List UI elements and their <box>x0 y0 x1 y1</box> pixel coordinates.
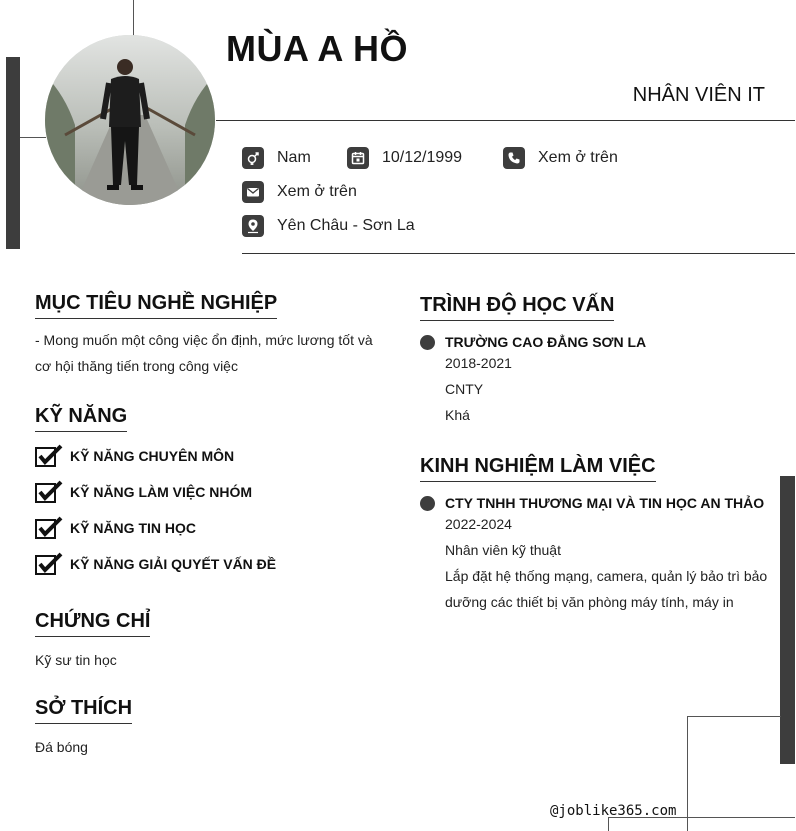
decor-corner-line-vertical <box>608 817 609 831</box>
objective-section <box>35 292 373 379</box>
decor-bar-right <box>780 476 795 764</box>
hobbies-text: Đá bóng <box>35 739 88 755</box>
address-value: Yên Châu - Sơn La <box>277 217 415 234</box>
skill-item <box>35 551 276 577</box>
contact-birthdate <box>347 146 462 170</box>
experience-desc-line-1: Lắp đặt hệ thống mạng, camera, quản lý bảo trì bảo <box>445 568 768 584</box>
education-entry <box>445 334 646 428</box>
skill-item <box>35 515 276 541</box>
education-section <box>420 294 614 321</box>
experience-section <box>420 455 656 482</box>
certificates-text: Kỹ sư tin học <box>35 652 117 668</box>
location-pin-icon <box>242 215 264 237</box>
company-name: CTY TNHH THƯƠNG MẠI VÀ TIN HỌC AN THẢO <box>445 495 765 511</box>
contact-divider <box>242 253 795 254</box>
education-major: CNTY <box>445 381 484 397</box>
education-bullet <box>420 335 435 350</box>
watermark-text: @joblike365.com <box>550 803 677 819</box>
decor-line-photo <box>20 137 46 138</box>
profile-photo-image <box>45 35 215 205</box>
decor-line-top <box>133 0 134 36</box>
contact-email <box>242 180 357 204</box>
gender-value: Nam <box>277 149 311 166</box>
contact-phone <box>503 146 618 170</box>
checkbox-checked-icon <box>35 480 63 504</box>
skill-label: KỸ NĂNG TIN HỌC <box>70 520 196 536</box>
skills-list <box>35 443 276 577</box>
certificates-title: CHỨNG CHỈ <box>35 610 150 637</box>
experience-desc-line-2: dưỡng các thiết bị văn phòng máy tính, máy in <box>445 594 734 610</box>
education-period: 2018-2021 <box>445 355 512 371</box>
skills-title: KỸ NĂNG <box>35 405 127 432</box>
education-title: TRÌNH ĐỘ HỌC VẤN <box>420 294 614 321</box>
profile-photo <box>45 35 215 205</box>
skill-label: KỸ NĂNG CHUYÊN MÔN <box>70 448 235 464</box>
experience-title: KINH NGHIỆM LÀM VIỆC <box>420 455 656 482</box>
gender-icon <box>242 147 264 169</box>
hobbies-title: SỞ THÍCH <box>35 697 132 724</box>
decor-bar-left <box>6 57 20 249</box>
contact-gender <box>242 146 311 170</box>
objective-line-2: cơ hội thăng tiến trong công việc <box>35 358 238 374</box>
objective-title: MỤC TIÊU NGHỀ NGHIỆP <box>35 292 277 319</box>
birthdate-value: 10/12/1999 <box>382 149 463 166</box>
skills-section <box>35 405 127 432</box>
hobbies-section <box>35 697 132 760</box>
phone-icon <box>503 147 525 169</box>
candidate-name: MÙA A HỒ <box>226 28 408 69</box>
contact-address <box>242 214 415 238</box>
mail-icon <box>242 181 264 203</box>
objective-text <box>35 327 373 379</box>
education-grade: Khá <box>445 407 470 423</box>
skill-label: KỸ NĂNG GIẢI QUYẾT VẤN ĐỀ <box>70 556 277 572</box>
experience-period: 2022-2024 <box>445 516 512 532</box>
certificates-section <box>35 610 150 673</box>
skill-label: KỸ NĂNG LÀM VIỆC NHÓM <box>70 484 252 500</box>
calendar-icon <box>347 147 369 169</box>
school-name: TRƯỜNG CAO ĐẲNG SƠN LA <box>445 334 647 350</box>
decor-corner-box <box>687 716 781 831</box>
checkbox-checked-icon <box>35 516 63 540</box>
experience-bullet <box>420 496 435 511</box>
checkbox-checked-icon <box>35 552 63 576</box>
checkbox-checked-icon <box>35 444 63 468</box>
email-value: Xem ở trên <box>277 183 357 200</box>
objective-line-1: - Mong muốn một công việc ổn định, mức lương tốt và <box>35 332 373 348</box>
experience-position: Nhân viên kỹ thuật <box>445 542 561 558</box>
experience-entry <box>445 495 767 615</box>
header-divider <box>216 120 795 121</box>
skill-item <box>35 479 276 505</box>
phone-value: Xem ở trên <box>538 149 618 166</box>
job-title: NHÂN VIÊN IT <box>632 84 765 106</box>
skill-item <box>35 443 276 469</box>
